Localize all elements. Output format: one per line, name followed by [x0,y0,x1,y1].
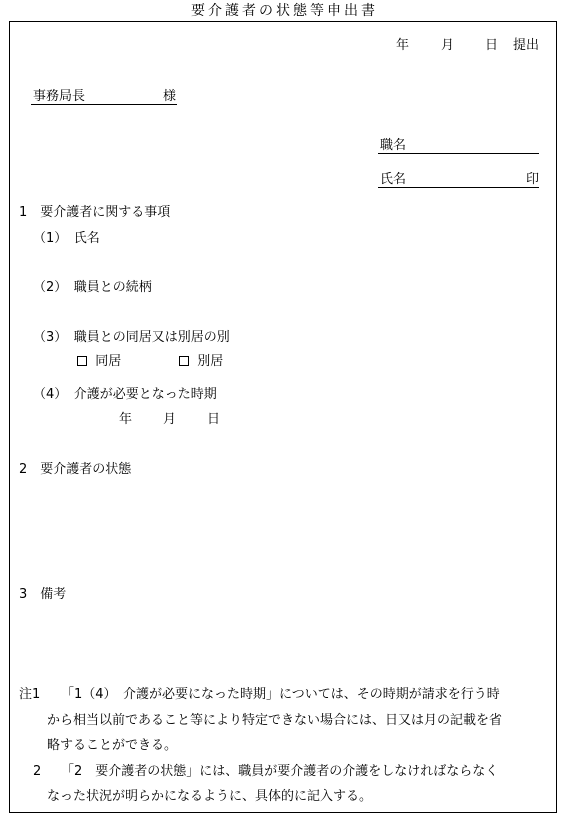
addressee-office: 事務局長 [33,89,86,104]
item4-care-start: （4） 介護が必要となった時期 [33,387,217,402]
note2-line2: なった状況が明らかになるように、具体的に記入する。 [47,789,373,804]
date-submit-label: 提出 [513,38,540,53]
care-start-year: 年 [119,412,133,427]
seal-mark: 印 [526,172,540,187]
option-together[interactable] [77,355,121,368]
care-start-month: 月 [163,412,177,427]
item1-name: （1） 氏名 [33,231,100,246]
section3-heading: 3 備考 [19,587,67,602]
checkbox-separate[interactable] [179,356,189,366]
item2-relation: （2） 職員との続柄 [33,280,152,295]
section2-heading: 2 要介護者の状態 [19,462,132,477]
item3-residence: （3） 職員との同居又は別居の別 [33,330,230,345]
post-label: 職名 [380,138,407,153]
date-year-label: 年 [396,38,410,53]
option-separate-label: 別居 [197,354,224,369]
date-day-label: 日 [485,38,499,53]
note1-line2: から相当以前であること等により特定できない場合には、日又は月の記載を省 [47,713,503,728]
post-underline [378,153,539,154]
name-underline [378,187,539,188]
note1-line3: 略することができる。 [47,738,178,753]
addressee-underline [31,104,177,105]
note1-line1: 「1（4） 介護が必要になった時期」については、その時期が請求を行う時 [61,687,500,702]
addressee-sama: 様 [163,89,177,104]
note1-prefix: 注1 [19,687,41,702]
date-month-label: 月 [441,38,455,53]
form-title: 要介護者の状態等申出書 [191,3,378,19]
section1-heading: 1 要介護者に関する事項 [19,205,171,220]
note2-line1: 「2 要介護者の状態」には、職員が要介護者の介護をしなければならなく [61,764,499,779]
care-start-day: 日 [207,412,221,427]
option-together-label: 同居 [95,354,122,369]
name-label: 氏名 [380,172,407,187]
checkbox-together[interactable] [77,356,87,366]
option-separate[interactable] [179,355,223,368]
note2-prefix: 2 [33,764,42,779]
